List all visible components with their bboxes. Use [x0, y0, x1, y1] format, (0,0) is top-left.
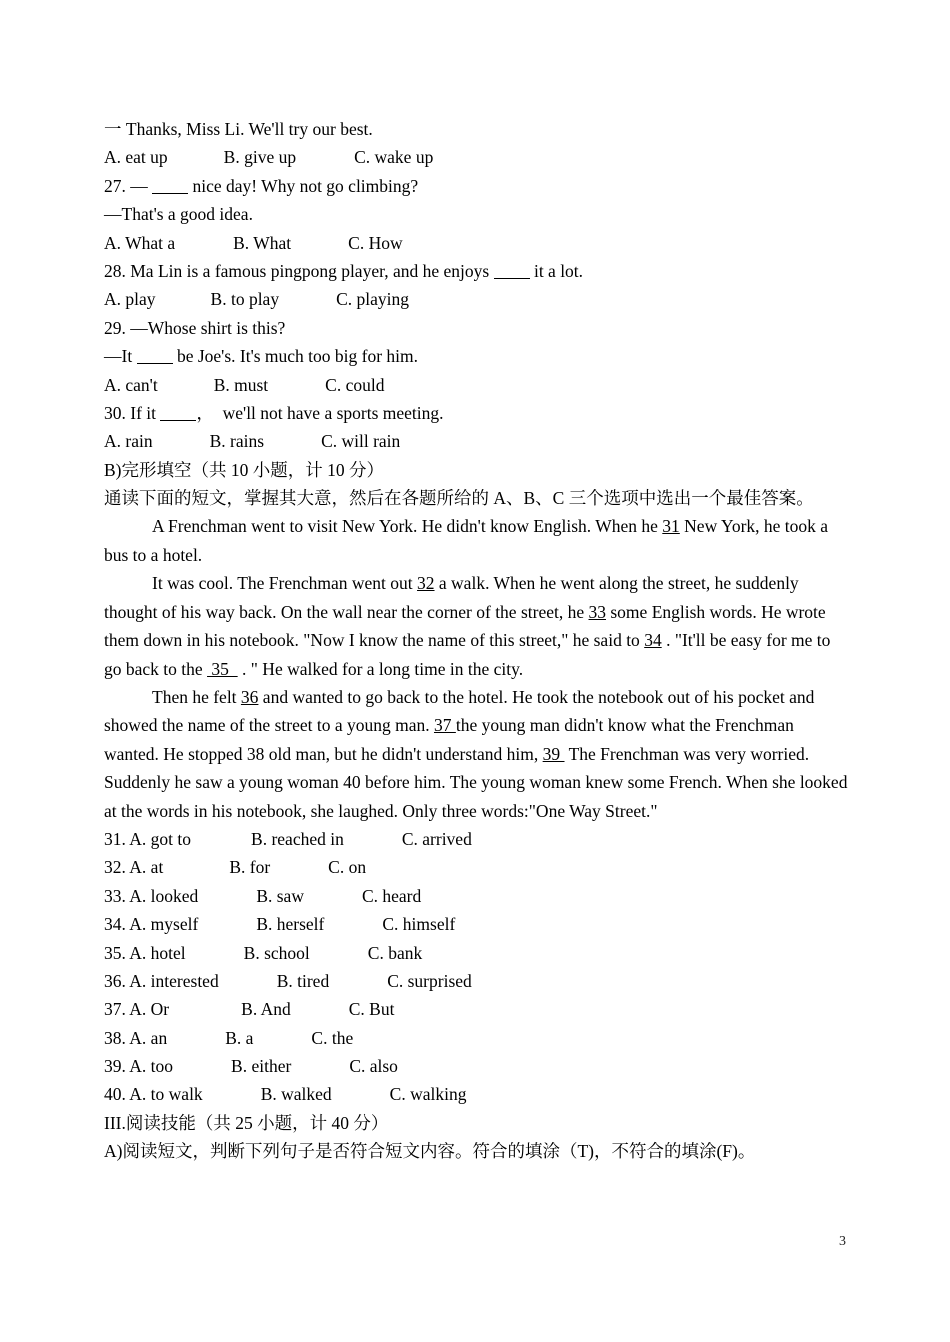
blank-35: 35	[207, 658, 238, 679]
options-row	[104, 825, 848, 853]
passage-paragraph-3	[104, 683, 848, 825]
option-b: B. saw	[256, 885, 304, 906]
option-b: B. And	[241, 999, 291, 1020]
option-a: 40. A. to walk	[104, 1084, 203, 1105]
passage-text: and wanted to go back to the hotel. He took the notebook out of his pocket and showed the name of the street to a young man.	[104, 686, 815, 736]
option-a: 35. A. hotel	[104, 942, 186, 963]
q28-rest: it a lot.	[529, 260, 584, 281]
option-c: C. will rain	[321, 431, 401, 452]
option-b: B. What	[233, 232, 292, 253]
option-c: C. arrived	[401, 828, 472, 849]
q30-question	[104, 399, 848, 427]
option-c: C. surprised	[387, 970, 472, 991]
option-a: 37. A. Or	[104, 999, 170, 1020]
option-c: C. on	[328, 857, 367, 878]
passage-text: It was cool. The Frenchman went out	[152, 573, 418, 594]
option-b: B. walked	[260, 1084, 332, 1105]
option-c: C. the	[311, 1027, 354, 1048]
option-b: B. tired	[276, 970, 330, 991]
blank-34: 34	[644, 630, 662, 651]
q28-options	[104, 285, 848, 313]
q29-rest: be Joe's. It's much too big for him.	[172, 346, 419, 367]
options-row	[104, 1024, 848, 1052]
options-row	[104, 882, 848, 910]
option-c: C. wake up	[354, 147, 434, 168]
options-row	[104, 1080, 848, 1108]
option-c: C. playing	[336, 289, 409, 310]
option-a: 31. A. got to	[104, 828, 192, 849]
option-a: A. play	[104, 289, 156, 310]
option-a: 34. A. myself	[104, 914, 199, 935]
option-c: C. himself	[382, 914, 456, 935]
section-iii-heading: III.阅读技能（共 25 小题，计 40 分）	[104, 1112, 389, 1133]
blank-36: 36	[240, 686, 259, 707]
passage-paragraph-1	[104, 512, 848, 569]
section-b-heading: B)完形填空（共 10 小题，计 10 分）	[104, 459, 384, 480]
passage-paragraph-2	[104, 569, 848, 683]
q27-options	[104, 229, 848, 257]
option-a: A. eat up	[104, 147, 168, 168]
q28-question	[104, 257, 848, 285]
passage-text: A Frenchman went to visit New York. He didn't know English. When he	[152, 516, 663, 537]
option-c: C. heard	[361, 885, 422, 906]
q30-options	[104, 427, 848, 455]
option-b: B. herself	[256, 914, 325, 935]
option-c: C. walking	[389, 1084, 467, 1105]
option-a: 36. A. interested	[104, 970, 219, 991]
option-c: C. How	[348, 232, 403, 253]
q27-rest: nice day! Why not go climbing?	[188, 175, 419, 196]
option-b: B. for	[229, 857, 271, 878]
passage-text: a walk. When he went along the street, he suddenly thought of his way back. On the wall near the corner of the street, he	[104, 573, 799, 622]
option-b: B. give up	[223, 147, 297, 168]
q30-rest: ， we'll not have a sports meeting.	[196, 402, 444, 423]
option-a: 39. A. too	[104, 1056, 174, 1077]
q27-reply: —That's a good idea.	[104, 204, 253, 225]
options-row	[104, 967, 848, 995]
page-content	[104, 115, 848, 1166]
q30-prefix: 30. If it	[104, 402, 157, 423]
passage-text: some English words. He wrote them down in his notebook. "Now I know the name of this street," he said to	[104, 601, 826, 651]
q26-reply: 一 Thanks, Miss Li. We'll try our best.	[104, 119, 373, 139]
q29-prefix: —It	[104, 346, 133, 367]
q26-options	[104, 143, 848, 171]
option-b: B. school	[243, 942, 310, 963]
option-a: 38. A. an	[104, 1027, 168, 1048]
blank-33: 33	[588, 601, 606, 622]
blank-37: 37	[433, 715, 456, 736]
passage-text: The Frenchman was very worried. Suddenly he saw a young woman 40 before him. The young woman knew some French. When she looked at the words in his notebook, she laughed. Only three words:"One Way Street."	[104, 743, 848, 821]
passage-text: New York, he took a bus to a hotel.	[104, 516, 829, 565]
q27-prefix: 27. —	[104, 175, 148, 196]
q29-reply	[104, 342, 848, 370]
option-a: A. What a	[104, 232, 176, 253]
answer-blank	[137, 345, 173, 364]
q29-options	[104, 371, 848, 399]
option-b: B. to play	[210, 289, 280, 310]
passage-text: the young man didn't know what the Frenchman wanted. He stopped 38 old man, but he didn't understand him,	[104, 715, 794, 764]
answer-blank	[494, 260, 530, 279]
option-c: C. could	[325, 374, 385, 395]
option-b: B. rains	[209, 431, 265, 452]
options-row	[104, 853, 848, 881]
blank-32: 32	[417, 573, 435, 594]
blank-31: 31	[662, 516, 680, 537]
option-a: A. rain	[104, 431, 153, 452]
option-a: 33. A. looked	[104, 885, 199, 906]
answer-blank	[152, 175, 188, 194]
q28-prefix: 28. Ma Lin is a famous pingpong player, and he enjoys	[104, 260, 490, 281]
option-c: C. bank	[367, 942, 423, 963]
options-row	[104, 910, 848, 938]
passage-text: Then he felt	[152, 686, 241, 707]
options-row	[104, 995, 848, 1023]
q29-question: 29. —Whose shirt is this?	[104, 317, 286, 338]
passage-text: . "It'll be easy for me to go back to the	[104, 630, 831, 679]
option-c: C. But	[348, 999, 395, 1020]
section-iii-a-instructions: A)阅读短文，判断下列句子是否符合短文内容。符合的填涂（T)，不符合的填涂(F)。	[104, 1141, 756, 1162]
option-b: B. must	[213, 374, 269, 395]
option-b: B. reached in	[251, 828, 344, 849]
options-row	[104, 1052, 848, 1080]
section-b-instructions: 通读下面的短文，掌握其大意，然后在各题所给的 A、B、C 三个选项中选出一个最佳答案。	[104, 488, 814, 509]
blank-39: 39	[542, 743, 565, 764]
answer-blank	[160, 402, 196, 421]
option-b: B. a	[225, 1027, 254, 1048]
option-c: C. also	[349, 1056, 398, 1077]
passage-text: . " He walked for a long time in the city.	[237, 658, 524, 679]
options-row	[104, 939, 848, 967]
q27-question	[104, 172, 848, 200]
option-a: 32. A. at	[104, 857, 164, 878]
option-b: B. either	[231, 1056, 292, 1077]
option-a: A. can't	[104, 374, 158, 395]
page-number: 3	[839, 1234, 846, 1249]
